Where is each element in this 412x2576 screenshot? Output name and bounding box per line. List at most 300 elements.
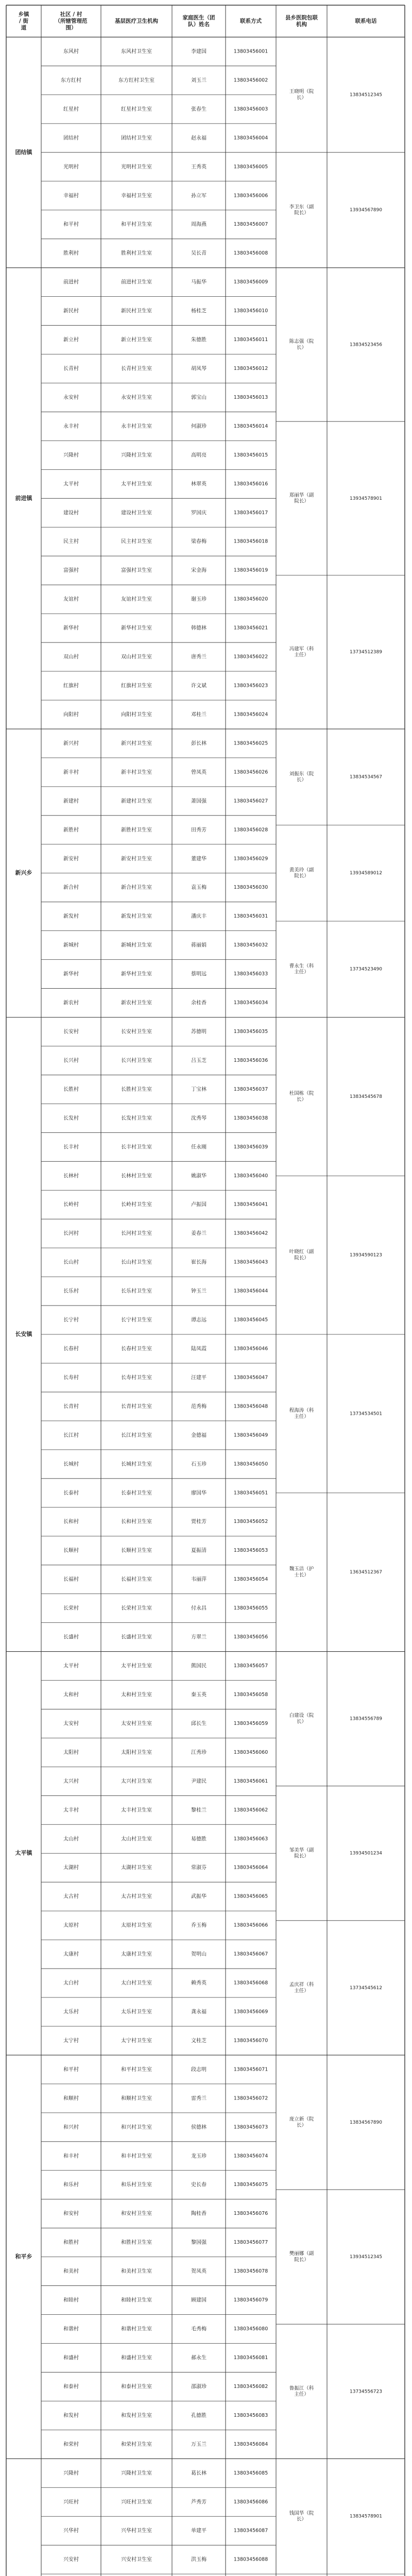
- clinic-name: 新安村卫生室: [121, 856, 152, 862]
- contact-phone: 13803456033: [233, 971, 268, 977]
- leader-name: 主任）: [294, 1988, 309, 1994]
- leader-phone: 13734556723: [350, 2389, 382, 2395]
- clinic-name: 长城村卫生室: [121, 1461, 152, 1467]
- village-name: 长岭村: [63, 1202, 79, 1208]
- clinic-name: 太平村卫生室: [121, 1663, 152, 1669]
- doctor-name: 朱德胜: [191, 337, 207, 343]
- doctor-name: 芦秀芳: [191, 2499, 207, 2505]
- contact-phone: 13803456058: [233, 1691, 268, 1698]
- doctor-name: 汪建平: [191, 1375, 207, 1381]
- leader-name: 长）: [296, 2516, 307, 2522]
- doctor-name: 万玉兰: [191, 2442, 207, 2448]
- clinic-name: 和安村卫生室: [121, 2211, 152, 2217]
- contact-phone: 13803456060: [233, 1749, 268, 1755]
- clinic-name: 太康村卫生室: [121, 1952, 152, 1958]
- village-name: 民主村: [63, 539, 79, 545]
- clinic-name: 太和村卫生室: [121, 1692, 152, 1698]
- village-name: 和发村: [63, 2413, 79, 2419]
- clinic-name: 民主村卫生室: [121, 539, 152, 545]
- clinic-name: 和谐村卫生室: [121, 2326, 152, 2332]
- clinic-name: 红旗村卫生室: [121, 683, 152, 689]
- village-name: 兴华村: [63, 2528, 79, 2534]
- clinic-name: 长发村卫生室: [121, 1115, 152, 1122]
- contact-phone: 13803456027: [233, 798, 268, 804]
- clinic-name: 和泰村卫生室: [121, 2384, 152, 2390]
- village-name: 太宁村: [63, 2038, 79, 2044]
- doctor-name: 龙玉珍: [191, 2153, 207, 2159]
- contact-phone: 13803456028: [233, 827, 268, 833]
- doctor-name: 萧国强: [191, 798, 207, 804]
- doctor-name: 张春生: [191, 106, 207, 112]
- doctor-name: 余桂香: [191, 1000, 207, 1006]
- clinic-name: 新兴村卫生室: [121, 740, 152, 747]
- doctor-name: 顾建国: [191, 2297, 207, 2303]
- village-name: 长青村: [63, 366, 79, 372]
- clinic-name: 光明村卫生室: [121, 164, 152, 170]
- contact-phone: 13803456034: [233, 1000, 268, 1006]
- contact-phone: 13803456007: [233, 222, 268, 228]
- contact-phone: 13803456064: [233, 1865, 268, 1871]
- doctor-name: 葛长林: [191, 2470, 207, 2477]
- clinic-name: 和顺村卫生室: [121, 2095, 152, 2102]
- doctor-name: 姜春兰: [191, 1231, 207, 1237]
- clinic-name: 长丰村卫生室: [121, 1144, 152, 1150]
- village-name: 和胜村: [63, 2240, 79, 2246]
- leader-name: 长）: [296, 777, 307, 783]
- contact-phone: 13803456010: [233, 308, 268, 314]
- leader-phone: 13734523490: [350, 967, 382, 972]
- clinic-name: 长安村卫生室: [121, 1029, 152, 1035]
- clinic-name: 新立村卫生室: [121, 337, 152, 343]
- clinic-name: 长兴村卫生室: [121, 1058, 152, 1064]
- contact-phone: 13803456059: [233, 1720, 268, 1726]
- clinic-name: 前进村卫生室: [121, 279, 152, 285]
- clinic-name: 长宁村卫生室: [121, 1317, 152, 1324]
- contact-phone: 13803456068: [233, 1980, 268, 1986]
- village-name: 长河村: [63, 1231, 79, 1237]
- clinic-name: 新农村卫生室: [121, 1000, 152, 1006]
- village-name: 富强村: [63, 568, 79, 574]
- village-name: 长林村: [63, 1173, 79, 1179]
- contact-phone: 13803456088: [233, 2556, 268, 2563]
- doctor-name: 邱长生: [191, 1721, 207, 1727]
- village-name: 和顺村: [63, 2095, 79, 2102]
- doctor-name: 王秀英: [191, 164, 207, 170]
- contact-phone: 13803456049: [233, 1432, 268, 1438]
- contact-phone: 13803456084: [233, 2441, 268, 2447]
- contact-phone: 13803456013: [233, 394, 268, 400]
- clinic-name: 和兴村卫生室: [121, 2124, 152, 2130]
- contact-phone: 13803456032: [233, 942, 268, 948]
- clinic-name: 东风村卫生室: [121, 48, 152, 55]
- village-name: 和平村: [63, 2066, 79, 2073]
- village-name: 太兴村: [63, 1778, 79, 1785]
- contact-phone: 13803456009: [233, 279, 268, 285]
- clinic-name: 新民村卫生室: [121, 308, 152, 314]
- clinic-name: 长胜村卫生室: [121, 1087, 152, 1093]
- contact-phone: 13803456087: [233, 2528, 268, 2534]
- leader-name: 主任）: [294, 969, 309, 975]
- contact-phone: 13803456024: [233, 711, 268, 718]
- doctor-name: 周海燕: [191, 222, 207, 228]
- leader-phone: 13834545678: [350, 1094, 382, 1099]
- contact-phone: 13803456019: [233, 567, 268, 573]
- clinic-name: 长荣村卫生室: [121, 1605, 152, 1612]
- leader-name: 魏玉洁（护: [289, 1566, 314, 1572]
- leader-name: 士长）: [294, 1572, 309, 1579]
- contact-phone: 13803456063: [233, 1836, 268, 1842]
- contact-phone: 13803456073: [233, 2124, 268, 2130]
- village-name: 长寿村: [63, 1375, 79, 1381]
- clinic-name: 兴旺村卫生室: [121, 2499, 152, 2505]
- leader-name: 孟庆祥（科: [289, 1981, 314, 1988]
- contact-phone: 13803456025: [233, 740, 268, 747]
- leader-name: 樊丽娜（副: [289, 2251, 314, 2257]
- contact-phone: 13803456071: [233, 2066, 268, 2073]
- clinic-name: 建设村卫生室: [121, 510, 152, 516]
- doctor-name: 付永昌: [191, 1605, 207, 1612]
- leader-name: 庞立新（院: [289, 2116, 314, 2123]
- village-name: 和平村: [63, 222, 79, 228]
- village-name: 新民村: [63, 308, 79, 314]
- leader-phone: 13934590123: [350, 1252, 382, 1258]
- doctor-name: 孙立军: [191, 193, 207, 199]
- township-name: 和平乡: [15, 2253, 32, 2260]
- clinic-name: 太丰村卫生室: [121, 1807, 152, 1814]
- leader-name: 王晓明（院: [289, 89, 314, 95]
- doctor-name: 段志明: [191, 2066, 207, 2073]
- village-name: 太平村: [63, 481, 79, 487]
- contact-phone: 13803456006: [233, 193, 268, 199]
- village-name: 新胜村: [63, 827, 79, 833]
- contact-phone: 13803456067: [233, 1951, 268, 1957]
- clinic-name: 长寿村卫生室: [121, 1375, 152, 1381]
- contact-phone: 13803456083: [233, 2412, 268, 2418]
- village-name: 兴安村: [63, 2557, 79, 2563]
- doctor-name: 陆凤霞: [191, 1346, 207, 1352]
- clinic-name: 和平村卫生室: [121, 222, 152, 228]
- doctor-name: 赵永福: [191, 135, 207, 141]
- contact-phone: 13803456008: [233, 250, 268, 257]
- leader-phone: 13934512345: [350, 2255, 382, 2260]
- contact-phone: 13803456005: [233, 164, 268, 170]
- village-name: 和安村: [63, 2211, 79, 2217]
- doctor-name: 蔡明远: [191, 971, 207, 977]
- contact-phone: 13803456066: [233, 1922, 268, 1928]
- village-name: 长江村: [63, 1432, 79, 1438]
- leader-phone: 13834567890: [350, 2120, 382, 2125]
- doctor-name: 丁宝林: [191, 1087, 207, 1093]
- contact-phone: 13803456076: [233, 2211, 268, 2217]
- clinic-name: 团结村卫生室: [121, 135, 152, 141]
- contact-phone: 13803456037: [233, 1086, 268, 1092]
- contact-phone: 13803456026: [233, 769, 268, 775]
- clinic-name: 新建村卫生室: [121, 798, 152, 804]
- contact-phone: 13803456040: [233, 1173, 268, 1179]
- clinic-name: 太兴村卫生室: [121, 1778, 152, 1785]
- clinic-name: 友谊村卫生室: [121, 597, 152, 603]
- contact-phone: 13803456054: [233, 1577, 268, 1583]
- doctor-name: 单建平: [191, 2528, 207, 2534]
- leader-name: 院长）: [294, 498, 309, 504]
- clinic-name: 太安村卫生室: [121, 1721, 152, 1727]
- doctor-name: 尹建民: [191, 1778, 207, 1785]
- clinic-name: 胜利村卫生室: [121, 250, 152, 257]
- clinic-name: 新城村卫生室: [121, 942, 152, 948]
- clinic-name: 红星村卫生室: [121, 106, 152, 112]
- contact-phone: 13803456044: [233, 1288, 268, 1294]
- contact-phone: 13803456055: [233, 1605, 268, 1612]
- clinic-name: 太古村卫生室: [121, 1894, 152, 1900]
- clinic-name: 和盛村卫生室: [121, 2355, 152, 2361]
- village-name: 前进村: [63, 279, 79, 285]
- doctor-name: 雷秀兰: [191, 2095, 207, 2102]
- village-name: 新丰村: [63, 769, 79, 775]
- contact-phone: 13803456036: [233, 1057, 268, 1063]
- header-phone: 联系方式: [240, 18, 262, 24]
- village-name: 兴旺村: [63, 2499, 79, 2505]
- leader-name: 主任）: [294, 2392, 309, 2398]
- doctor-name: 谢玉珍: [191, 597, 207, 603]
- village-name: 太安村: [63, 1721, 79, 1727]
- village-name: 太原村: [63, 1923, 79, 1929]
- leader-name: 黄美玲（副: [289, 867, 314, 873]
- contact-phone: 13803456015: [233, 452, 268, 458]
- township-name: 新兴乡: [15, 869, 32, 876]
- clinic-name: 长福村卫生室: [121, 1577, 152, 1583]
- doctor-name: 石玉珍: [191, 1461, 207, 1467]
- leader-name: 钱国华（院: [289, 2510, 314, 2516]
- village-name: 长宁村: [63, 1317, 79, 1324]
- township-name: 团结镇: [15, 148, 32, 156]
- leader-phone: 13734512389: [350, 650, 382, 655]
- doctor-name: 赖秀英: [191, 1980, 207, 1987]
- doctor-name: 高明亮: [191, 452, 207, 459]
- village-name: 新合村: [63, 885, 79, 891]
- clinic-name: 长泰村卫生室: [121, 1490, 152, 1496]
- township-name: 太平镇: [15, 1850, 32, 1857]
- header-village: 社区 / 村: [60, 11, 82, 18]
- doctor-name: 文桂芝: [191, 2038, 207, 2044]
- leader-phone: 13834578901: [350, 2514, 382, 2519]
- village-name: 友谊村: [63, 597, 79, 603]
- contact-phone: 13803456029: [233, 856, 268, 862]
- leader-name: 院长）: [294, 1853, 309, 1859]
- contact-phone: 13803456031: [233, 913, 268, 920]
- leader-phone: 13834523456: [350, 342, 382, 348]
- doctor-name: 史长春: [191, 2182, 207, 2188]
- doctor-name: 范秀梅: [191, 1403, 207, 1410]
- clinic-name: 长盛村卫生室: [121, 1634, 152, 1640]
- village-name: 长青村: [63, 1403, 79, 1410]
- clinic-name: 和睦村卫生室: [121, 2297, 152, 2303]
- village-name: 建设村: [63, 510, 79, 516]
- clinic-name: 向阳村卫生室: [121, 711, 152, 718]
- clinic-name: 太原村卫生室: [121, 1923, 152, 1929]
- contact-phone: 13803456077: [233, 2240, 268, 2246]
- clinic-name: 太乐村卫生室: [121, 2009, 152, 2015]
- doctor-name: 唐秀兰: [191, 654, 207, 660]
- village-name: 太和村: [63, 1692, 79, 1698]
- contact-phone: 13803456048: [233, 1403, 268, 1410]
- doctor-name: 马振华: [191, 279, 207, 285]
- header-doctor: 家庭医生（团: [182, 14, 215, 21]
- leader-name: 院长）: [294, 873, 309, 879]
- doctor-name: 秦玉英: [191, 1692, 207, 1698]
- doctor-name: 袁玉梅: [191, 885, 207, 891]
- doctor-name: 方翠兰: [191, 1634, 207, 1640]
- leader-name: 鲁振江（科: [289, 2385, 314, 2392]
- village-name: 新安村: [63, 856, 79, 862]
- contact-phone: 13803456070: [233, 2038, 268, 2044]
- village-name: 和兴村: [63, 2124, 79, 2130]
- leader-name: 主任）: [294, 652, 309, 658]
- doctor-name: 杨桂芝: [191, 308, 207, 314]
- village-name: 和美村: [63, 2268, 79, 2275]
- contact-phone: 13803456075: [233, 2182, 268, 2188]
- leader-phone: 13734534501: [350, 1411, 382, 1417]
- leader-name: 长）: [296, 1719, 307, 1725]
- doctor-name: 林翠英: [191, 481, 207, 487]
- doctor-name: 宋金海: [191, 568, 207, 574]
- village-name: 向阳村: [63, 711, 79, 718]
- leader-name: 陈志强（院: [289, 338, 314, 345]
- leader-name: 长）: [296, 1096, 307, 1103]
- doctor-name: 苏德明: [191, 1029, 207, 1035]
- clinic-name: 兴隆村卫生室: [121, 2470, 152, 2477]
- contact-phone: 13803456052: [233, 1519, 268, 1525]
- doctor-name: 吕玉芝: [191, 1058, 207, 1064]
- clinic-name: 新胜村卫生室: [121, 827, 152, 833]
- contact-phone: 13803456002: [233, 77, 268, 83]
- contact-phone: 13803456043: [233, 1259, 268, 1265]
- leader-name: 长）: [296, 95, 307, 101]
- doctor-name: 钟玉兰: [191, 1289, 207, 1295]
- village-name: 红旗村: [63, 683, 79, 689]
- clinic-name: 太阳村卫生室: [121, 1750, 152, 1756]
- clinic-name: 兴隆村卫生室: [121, 452, 152, 459]
- contact-phone: 13803456023: [233, 683, 268, 689]
- village-name: 和泰村: [63, 2384, 79, 2390]
- contact-phone: 13803456004: [233, 135, 268, 141]
- leader-phone: 13634512367: [350, 1570, 382, 1575]
- clinic-name: 新华村卫生室: [121, 625, 152, 632]
- clinic-name: 和乐村卫生室: [121, 2182, 152, 2188]
- leader-phone: 13934589012: [350, 871, 382, 876]
- village-name: 太古村: [63, 1894, 79, 1900]
- clinic-name: 永丰村卫生室: [121, 423, 152, 430]
- doctor-name: 崔长海: [191, 1260, 207, 1266]
- village-name: 长乐村: [63, 1289, 79, 1295]
- contact-phone: 13803456001: [233, 48, 268, 55]
- doctor-name: 董建华: [191, 856, 207, 862]
- township-name: 长安镇: [15, 1331, 32, 1338]
- doctor-name: 郭宝山: [191, 395, 207, 401]
- leader-name: 杜国栋（院: [289, 1090, 314, 1096]
- doctor-name: 廖国华: [191, 1490, 207, 1496]
- doctor-name: 黎国强: [191, 2240, 207, 2246]
- doctor-name: 邓桂兰: [191, 711, 207, 718]
- leader-name: 院长）: [294, 1255, 309, 1261]
- contact-phone: 13803456030: [233, 885, 268, 891]
- doctor-name: 韦丽萍: [191, 1577, 207, 1583]
- doctor-name: 熊国民: [191, 1663, 207, 1669]
- clinic-name: 新发村卫生室: [121, 913, 152, 920]
- contact-phone: 13803456085: [233, 2470, 268, 2476]
- village-name: 和盛村: [63, 2355, 79, 2361]
- header-township: 乡镇: [18, 11, 29, 18]
- village-name: 和丰村: [63, 2153, 79, 2159]
- leader-phone: 13934501234: [350, 1851, 382, 1856]
- village-name: 东风村: [63, 48, 79, 55]
- contact-phone: 13803456057: [233, 1663, 268, 1669]
- doctor-name: 贾桂芳: [191, 1519, 207, 1525]
- leader-phone: 13834534567: [350, 774, 382, 780]
- clinic-name: 和美村卫生室: [121, 2268, 152, 2275]
- village-name: 双山村: [63, 654, 79, 660]
- doctor-name: 胡凤琴: [191, 366, 207, 372]
- contact-phone: 13803456035: [233, 1028, 268, 1035]
- clinic-name: 和胜村卫生室: [121, 2240, 152, 2246]
- village-name: 长盛村: [63, 1634, 79, 1640]
- village-name: 太山村: [63, 1836, 79, 1842]
- doctor-name: 孔德胜: [191, 2413, 207, 2419]
- clinic-name: 富强村卫生室: [121, 568, 152, 574]
- village-name: 永丰村: [63, 423, 79, 430]
- clinic-name: 太白村卫生室: [121, 1980, 152, 1987]
- village-name: 新立村: [63, 337, 79, 343]
- clinic-name: 长顺村卫生室: [121, 1548, 152, 1554]
- doctor-name: 田秀芳: [191, 827, 207, 833]
- clinic-name: 长青村卫生室: [121, 366, 152, 372]
- clinic-name: 长河村卫生室: [121, 1231, 152, 1237]
- village-name: 新城村: [63, 942, 79, 948]
- village-name: 太平村: [63, 1663, 79, 1669]
- clinic-name: 长乐村卫生室: [121, 1289, 152, 1295]
- clinic-name: 长和村卫生室: [121, 1519, 152, 1525]
- clinic-name: 和丰村卫生室: [121, 2153, 152, 2159]
- contact-phone: 13803456016: [233, 481, 268, 487]
- header-township: 道: [21, 25, 27, 31]
- village-name: 长荣村: [63, 1605, 79, 1612]
- contact-phone: 13803456050: [233, 1461, 268, 1467]
- header-doctor: 队）姓名: [188, 21, 210, 28]
- header-leader: 县乡医院包联: [285, 14, 318, 21]
- header-clinic: 基层医疗卫生机构: [115, 18, 158, 24]
- doctor-name: 贺明山: [191, 1952, 207, 1958]
- clinic-name: 太平村卫生室: [121, 481, 152, 487]
- leader-phone: 13934567890: [350, 208, 382, 213]
- leader-name: 郑丽华（副: [289, 492, 314, 498]
- village-name: 胜利村: [63, 250, 79, 257]
- contact-phone: 13803456011: [233, 337, 268, 343]
- contact-phone: 13803456021: [233, 625, 268, 631]
- doctor-name: 邵淑珍: [191, 2384, 207, 2390]
- doctor-name: 梁春梅: [191, 539, 207, 545]
- contact-phone: 13803456053: [233, 1548, 268, 1554]
- clinic-name: 和平村卫生室: [121, 2066, 152, 2073]
- leader-phone: 13934578901: [350, 496, 382, 501]
- doctor-name: 洪玉梅: [191, 2557, 207, 2563]
- village-name: 兴隆村: [63, 2470, 79, 2477]
- contact-phone: 13803456051: [233, 1490, 268, 1496]
- doctor-name: 曾凤英: [191, 769, 207, 775]
- village-name: 新发村: [63, 913, 79, 920]
- contact-phone: 13803456018: [233, 538, 268, 545]
- doctor-name: 刘玉兰: [191, 77, 207, 83]
- village-name: 和谐村: [63, 2326, 79, 2332]
- leader-phone: 13834556789: [350, 1716, 382, 1722]
